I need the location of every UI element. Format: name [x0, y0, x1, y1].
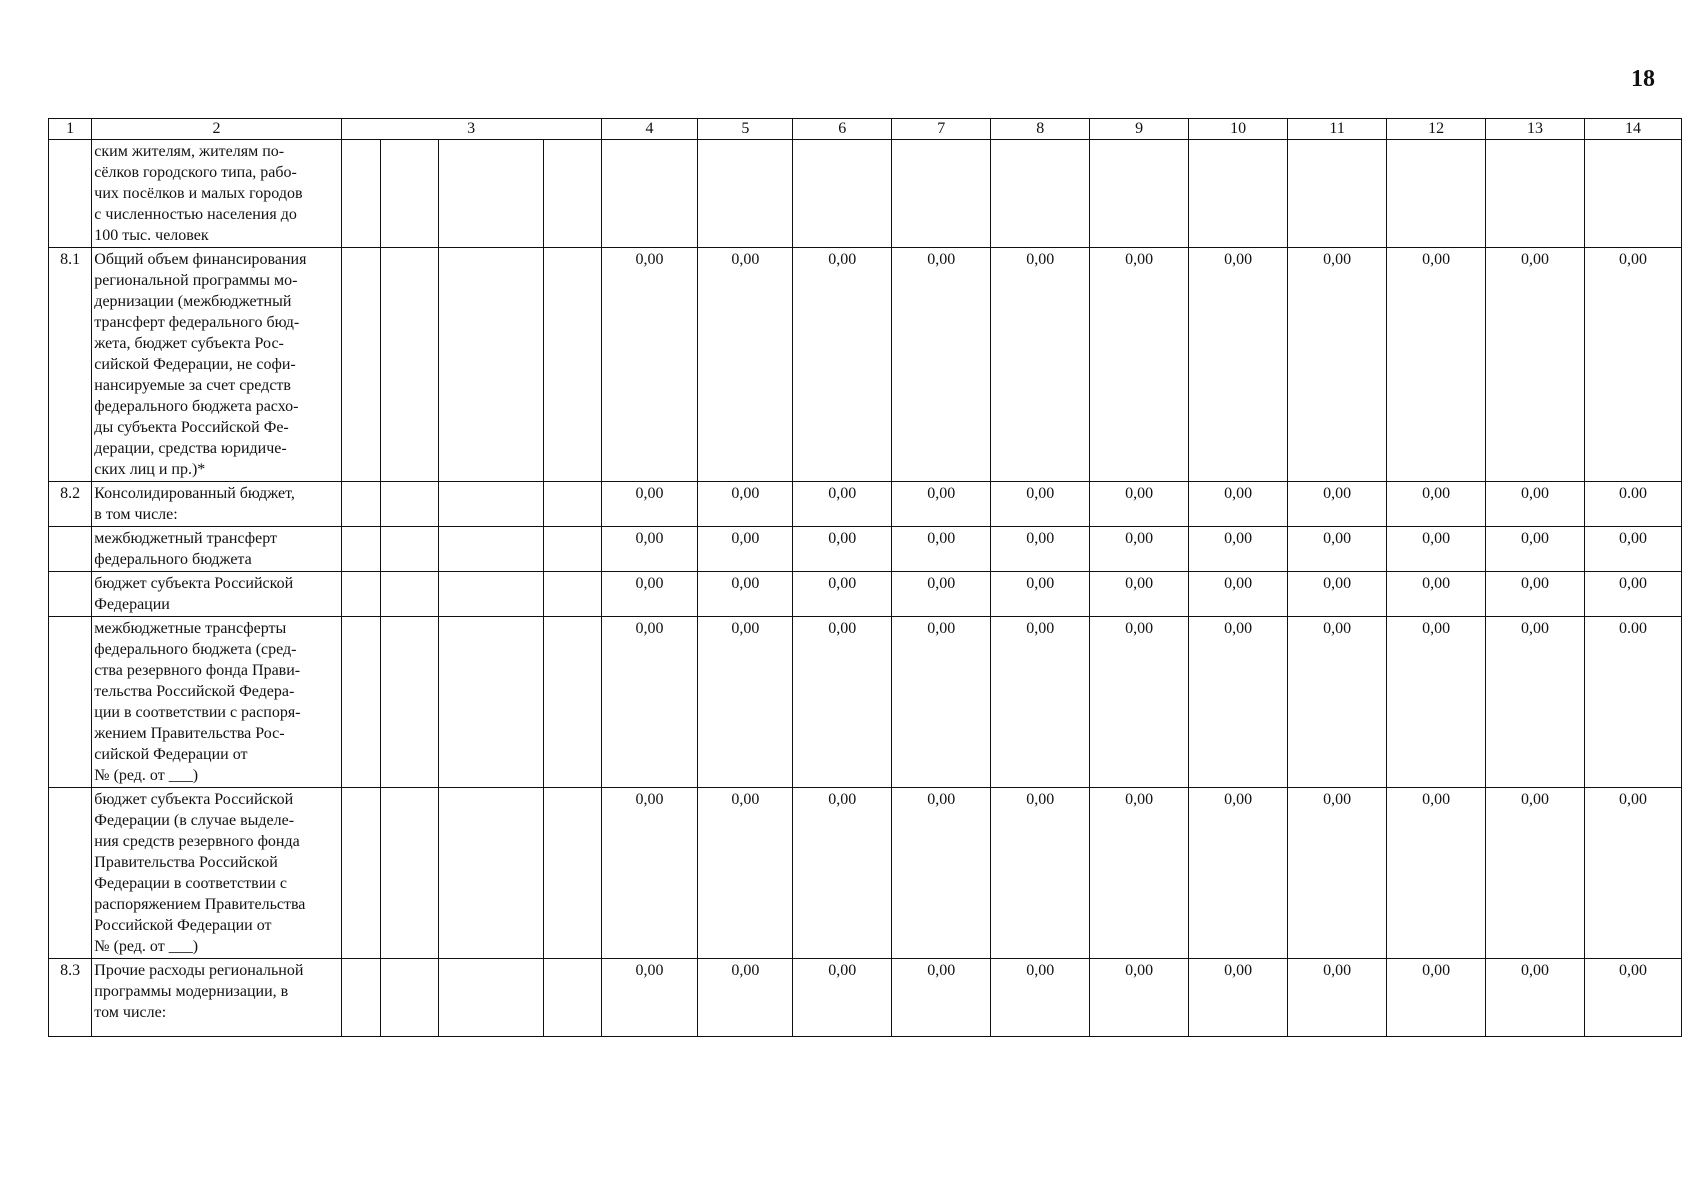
value-cell: 0,00: [1585, 248, 1682, 482]
value-cell: [1288, 140, 1387, 248]
value-cell: 0,00: [1387, 482, 1486, 527]
value-cell: 0,00: [892, 788, 991, 959]
value-cell: 0,00: [1189, 617, 1288, 788]
value-cell: 0,00: [892, 617, 991, 788]
page-number: 18: [1631, 66, 1655, 92]
value-cell: 0,00: [793, 617, 892, 788]
value-cell: 0,00: [1585, 959, 1682, 1037]
value-cell: 0,00: [991, 572, 1090, 617]
value-cell: [1387, 140, 1486, 248]
empty-subcell: [380, 617, 438, 788]
value-cell: 0,00: [601, 617, 698, 788]
value-cell: 0,00: [793, 959, 892, 1037]
value-cell: 0,00: [892, 248, 991, 482]
table-row: [49, 788, 1682, 959]
value-cell: 0,00: [601, 788, 698, 959]
value-cell: [1189, 140, 1288, 248]
value-cell: 0,00: [1090, 527, 1189, 572]
value-cell: 0,00: [1585, 572, 1682, 617]
value-cell: [892, 140, 991, 248]
empty-subcell: [341, 482, 380, 527]
value-cell: 0,00: [991, 788, 1090, 959]
row-description: межбюджетные трансферты федерального бюджета (сред- ства резервного фонда Прави- тельства Российской Федера- ции в соответствии с распоря- жением Правительства Рос- сийской Федерации от № (ред. от ___): [92, 617, 341, 788]
row-number: [49, 140, 92, 248]
empty-subcell: [380, 788, 438, 959]
value-cell: 0,00: [601, 572, 698, 617]
value-cell: [1486, 140, 1585, 248]
empty-subcell: [543, 617, 601, 788]
empty-subcell: [438, 572, 543, 617]
value-cell: 0,00: [991, 527, 1090, 572]
value-cell: 0,00: [1189, 959, 1288, 1037]
value-cell: 0,00: [698, 482, 793, 527]
value-cell: 0,00: [1486, 572, 1585, 617]
value-cell: 0,00: [991, 248, 1090, 482]
empty-subcell: [380, 248, 438, 482]
value-cell: 0,00: [1585, 527, 1682, 572]
value-cell: 0,00: [892, 527, 991, 572]
table-row: [49, 959, 1682, 1037]
empty-subcell: [543, 482, 601, 527]
value-cell: 0,00: [1486, 788, 1585, 959]
value-cell: 0,00: [1090, 788, 1189, 959]
empty-subcell: [341, 572, 380, 617]
value-cell: 0,00: [1090, 482, 1189, 527]
value-cell: [698, 140, 793, 248]
header-row: [49, 119, 1682, 140]
value-cell: 0,00: [1090, 617, 1189, 788]
row-number: [49, 527, 92, 572]
value-cell: 0,00: [793, 572, 892, 617]
value-cell: [793, 140, 892, 248]
value-cell: 0,00: [1288, 248, 1387, 482]
value-cell: 0,00: [892, 572, 991, 617]
table-row: [49, 527, 1682, 572]
value-cell: 0,00: [991, 482, 1090, 527]
empty-subcell: [380, 572, 438, 617]
value-cell: 0,00: [1288, 788, 1387, 959]
header-cell: 14: [1585, 119, 1682, 140]
header-cell: 13: [1486, 119, 1585, 140]
empty-subcell: [341, 248, 380, 482]
value-cell: 0,00: [698, 959, 793, 1037]
empty-subcell: [543, 572, 601, 617]
value-cell: 0,00: [1288, 527, 1387, 572]
empty-subcell: [543, 527, 601, 572]
value-cell: 0,00: [1387, 617, 1486, 788]
empty-subcell: [543, 248, 601, 482]
value-cell: 0,00: [1387, 527, 1486, 572]
empty-subcell: [438, 788, 543, 959]
row-number: [49, 788, 92, 959]
empty-subcell: [438, 617, 543, 788]
value-cell: 0,00: [698, 617, 793, 788]
value-cell: 0,00: [1486, 527, 1585, 572]
header-cell: 5: [698, 119, 793, 140]
value-cell: 0,00: [601, 959, 698, 1037]
empty-subcell: [341, 959, 380, 1037]
value-cell: 0,00: [1486, 959, 1585, 1037]
row-description: Общий объем финансирования региональной программы мо- дернизации (межбюджетный трансферт федерального бюд- жета, бюджет субъекта Рос- сийской Федерации, не софи- нансируемые за счет средств федерального бюджета расхо- ды субъекта Российской Фе- дерации, средства юридиче- ских лиц и пр.)*: [92, 248, 341, 482]
empty-subcell: [341, 617, 380, 788]
value-cell: 0,00: [793, 482, 892, 527]
value-cell: 0,00: [1387, 959, 1486, 1037]
value-cell: [991, 140, 1090, 248]
table-row: [49, 572, 1682, 617]
value-cell: 0,00: [1090, 248, 1189, 482]
value-cell: 0,00: [991, 617, 1090, 788]
value-cell: 0,00: [892, 482, 991, 527]
value-cell: [601, 140, 698, 248]
value-cell: 0,00: [698, 788, 793, 959]
header-cell: 9: [1090, 119, 1189, 140]
empty-subcell: [380, 959, 438, 1037]
empty-subcell: [380, 140, 438, 248]
value-cell: 0,00: [698, 527, 793, 572]
value-cell: 0,00: [1090, 959, 1189, 1037]
empty-subcell: [543, 140, 601, 248]
value-cell: 0,00: [601, 482, 698, 527]
empty-subcell: [380, 482, 438, 527]
empty-subcell: [380, 527, 438, 572]
value-cell: 0,00: [601, 527, 698, 572]
value-cell: 0,00: [1387, 248, 1486, 482]
row-number: 8.2: [49, 482, 92, 527]
row-number: [49, 572, 92, 617]
value-cell: 0,00: [1486, 482, 1585, 527]
row-number: [49, 617, 92, 788]
empty-subcell: [341, 527, 380, 572]
value-cell: 0,00: [1090, 572, 1189, 617]
value-cell: 0,00: [892, 959, 991, 1037]
row-description: бюджет субъекта Российской Федерации (в случае выделе- ния средств резервного фонда Правительства Российской Федерации в соответствии с распоряжением Правительства Российской Федерации от № (ред. от ___): [92, 788, 341, 959]
value-cell: [1090, 140, 1189, 248]
value-cell: 0,00: [793, 527, 892, 572]
row-description: ским жителям, жителям по- сёлков городского типа, рабо- чих посёлков и малых городов с численностью населения до 100 тыс. человек: [92, 140, 341, 248]
value-cell: 0,00: [698, 248, 793, 482]
header-cell: 7: [892, 119, 991, 140]
value-cell: 0,00: [1288, 482, 1387, 527]
header-cell: 12: [1387, 119, 1486, 140]
empty-subcell: [438, 140, 543, 248]
value-cell: 0,00: [1387, 788, 1486, 959]
value-cell: 0,00: [1189, 482, 1288, 527]
table-row: [49, 140, 1682, 248]
value-cell: 0,00: [698, 572, 793, 617]
row-number: 8.3: [49, 959, 92, 1037]
row-description: бюджет субъекта Российской Федерации: [92, 572, 341, 617]
header-cell: 4: [601, 119, 698, 140]
table-row: [49, 482, 1682, 527]
header-cell: 10: [1189, 119, 1288, 140]
value-cell: 0,00: [1189, 572, 1288, 617]
value-cell: 0,00: [793, 788, 892, 959]
value-cell: 0,00: [601, 248, 698, 482]
value-cell: 0,00: [1189, 248, 1288, 482]
table-row: [49, 617, 1682, 788]
header-cell: 8: [991, 119, 1090, 140]
empty-subcell: [438, 527, 543, 572]
value-cell: 0,00: [1486, 248, 1585, 482]
row-description: Прочие расходы региональной программы модернизации, в том числе:: [92, 959, 341, 1037]
value-cell: 0,00: [1288, 617, 1387, 788]
header-cell: 11: [1288, 119, 1387, 140]
value-cell: 0,00: [991, 959, 1090, 1037]
value-cell: 0,00: [1387, 572, 1486, 617]
header-cell: 1: [49, 119, 92, 140]
table-row: [49, 248, 1682, 482]
value-cell: 0,00: [793, 248, 892, 482]
empty-subcell: [438, 959, 543, 1037]
empty-subcell: [341, 788, 380, 959]
row-number: 8.1: [49, 248, 92, 482]
row-description: межбюджетный трансферт федерального бюджета: [92, 527, 341, 572]
value-cell: 0,00: [1288, 959, 1387, 1037]
value-cell: 0.00: [1585, 482, 1682, 527]
row-description: Консолидированный бюджет, в том числе:: [92, 482, 341, 527]
value-cell: 0,00: [1189, 788, 1288, 959]
empty-subcell: [543, 788, 601, 959]
value-cell: 0,00: [1486, 617, 1585, 788]
value-cell: 0,00: [1288, 572, 1387, 617]
value-cell: 0,00: [1585, 788, 1682, 959]
empty-subcell: [341, 140, 380, 248]
header-cell: 3: [341, 119, 601, 140]
empty-subcell: [543, 959, 601, 1037]
value-cell: 0.00: [1585, 617, 1682, 788]
financing-table: [48, 118, 1682, 1037]
empty-subcell: [438, 248, 543, 482]
header-cell: 2: [92, 119, 341, 140]
empty-subcell: [438, 482, 543, 527]
value-cell: [1585, 140, 1682, 248]
header-cell: 6: [793, 119, 892, 140]
value-cell: 0,00: [1189, 527, 1288, 572]
